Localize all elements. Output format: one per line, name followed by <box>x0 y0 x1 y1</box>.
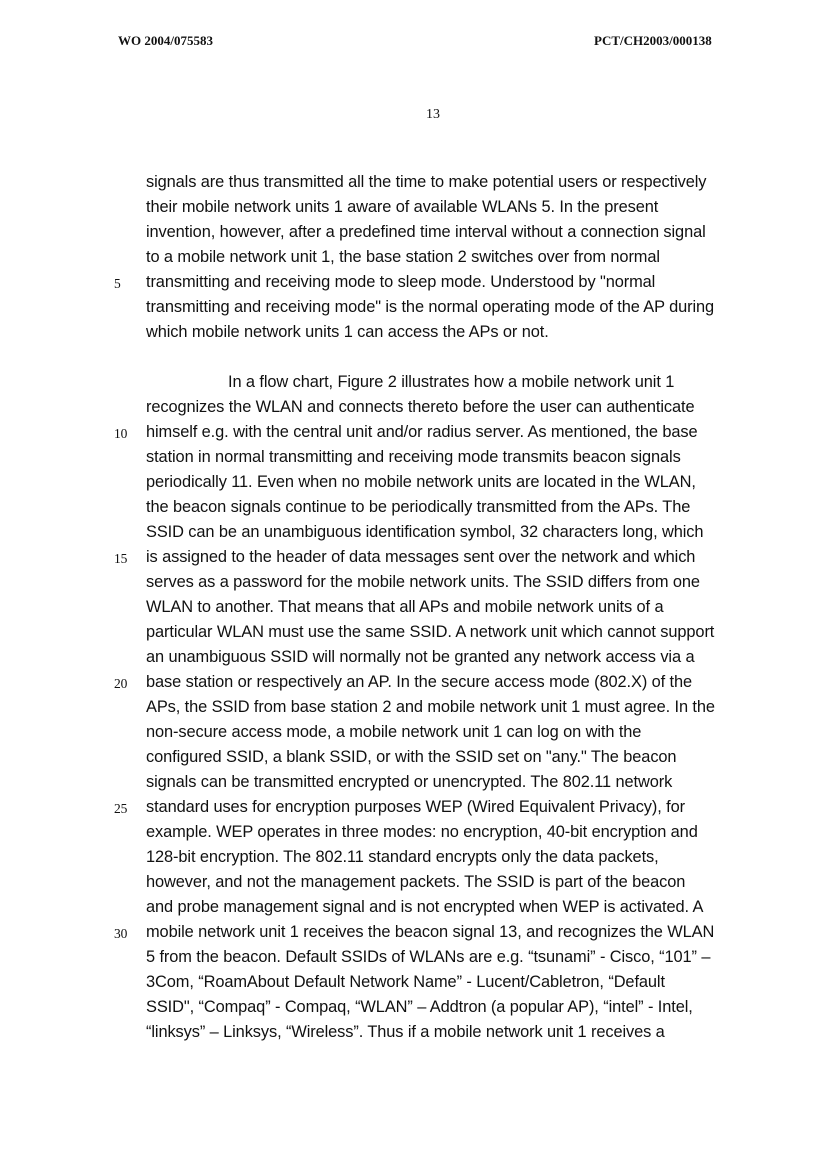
text-line <box>0 395 826 420</box>
line-text: to a mobile network unit 1, the base station 2 switches over from normal <box>146 248 660 266</box>
text-line <box>0 1020 826 1045</box>
text-line <box>0 895 826 920</box>
line-text: non-secure access mode, a mobile network unit 1 can log on with the <box>146 723 642 741</box>
line-text: station in normal transmitting and receiving mode transmits beacon signals <box>146 448 681 466</box>
line-text: recognizes the WLAN and connects thereto before the user can authenticate <box>146 398 695 416</box>
line-text: base station or respectively an AP. In the secure access mode (802.X) of the <box>146 673 693 691</box>
text-line <box>0 320 826 345</box>
text-line <box>0 820 826 845</box>
text-line <box>0 495 826 520</box>
line-text: the beacon signals continue to be periodically transmitted from the APs. The <box>146 498 691 516</box>
line-text: In a flow chart, Figure 2 illustrates how a mobile network unit 1 <box>228 373 675 391</box>
text-line <box>0 645 826 670</box>
line-text: example. WEP operates in three modes: no encryption, 40-bit encryption and <box>146 823 698 841</box>
application-number: PCT/CH2003/000138 <box>594 33 712 48</box>
line-text: mobile network unit 1 receives the beacon signal 13, and recognizes the WLAN <box>146 923 715 941</box>
line-text: however, and not the management packets. The SSID is part of the beacon <box>146 873 686 891</box>
text-line <box>0 845 826 870</box>
line-number: 30 <box>114 926 128 941</box>
line-text: particular WLAN must use the same SSID. A network unit which cannot support <box>146 623 715 641</box>
line-text: standard uses for encryption purposes WEP (Wired Equivalent Privacy), for <box>146 798 685 816</box>
publication-number: WO 2004/075583 <box>118 33 213 48</box>
line-text: SSID can be an unambiguous identification symbol, 32 characters long, which <box>146 523 704 541</box>
text-line <box>0 995 826 1020</box>
line-text: signals can be transmitted encrypted or unencrypted. The 802.11 network <box>146 773 673 791</box>
line-text: which mobile network units 1 can access the APs or not. <box>146 323 549 341</box>
text-line <box>0 520 826 545</box>
text-line <box>0 370 826 395</box>
text-line <box>0 570 826 595</box>
body-text <box>0 170 826 1045</box>
text-line <box>0 620 826 645</box>
text-line <box>0 870 826 895</box>
line-number: 15 <box>114 551 128 566</box>
text-line <box>0 745 826 770</box>
text-line <box>0 445 826 470</box>
line-text: transmitting and receiving mode to sleep mode. Understood by "normal <box>146 273 656 291</box>
text-line <box>0 195 826 220</box>
line-text: invention, however, after a predefined time interval without a connection signal <box>146 223 706 241</box>
text-line <box>0 945 826 970</box>
line-number: 25 <box>114 801 128 816</box>
text-line <box>0 545 826 570</box>
line-text: an unambiguous SSID will normally not be granted any network access via a <box>146 648 695 666</box>
line-text: transmitting and receiving mode" is the normal operating mode of the AP during <box>146 298 715 316</box>
text-line <box>0 295 826 320</box>
text-line <box>0 695 826 720</box>
line-text: their mobile network units 1 aware of available WLANs 5. In the present <box>146 198 659 216</box>
text-line <box>0 920 826 945</box>
text-line <box>0 170 826 195</box>
line-text: and probe management signal and is not encrypted when WEP is activated. A <box>146 898 704 916</box>
line-text: “linksys” – Linksys, “Wireless”. Thus if a mobile network unit 1 receives a <box>146 1023 665 1041</box>
line-text: serves as a password for the mobile network units. The SSID differs from one <box>146 573 700 591</box>
text-line <box>0 670 826 695</box>
line-text: SSID", “Compaq” - Compaq, “WLAN” – Addtron (a popular AP), “intel” - Intel, <box>146 998 693 1016</box>
text-line <box>0 470 826 495</box>
line-number: 20 <box>114 676 128 691</box>
line-text: configured SSID, a blank SSID, or with the SSID set on "any." The beacon <box>146 748 677 766</box>
text-line <box>0 595 826 620</box>
line-text: 3Com, “RoamAbout Default Network Name” - Lucent/Cabletron, “Default <box>146 973 665 991</box>
line-text: periodically 11. Even when no mobile network units are located in the WLAN, <box>146 473 696 491</box>
line-text: himself e.g. with the central unit and/or radius server. As mentioned, the base <box>146 423 698 441</box>
page-number: 13 <box>426 107 440 122</box>
line-number: 5 <box>114 276 121 291</box>
line-text: 128-bit encryption. The 802.11 standard encrypts only the data packets, <box>146 848 659 866</box>
line-text: APs, the SSID from base station 2 and mobile network unit 1 must agree. In the <box>146 698 715 716</box>
line-text: signals are thus transmitted all the time to make potential users or respectively <box>146 173 707 191</box>
text-line <box>0 970 826 995</box>
text-line <box>0 220 826 245</box>
line-text: WLAN to another. That means that all APs and mobile network units of a <box>146 598 664 616</box>
text-line <box>0 245 826 270</box>
text-line <box>0 795 826 820</box>
text-line <box>0 770 826 795</box>
line-text: 5 from the beacon. Default SSIDs of WLANs are e.g. “tsunami” - Cisco, “101” – <box>146 948 711 966</box>
line-number: 10 <box>114 426 128 441</box>
text-line <box>0 270 826 295</box>
line-text: is assigned to the header of data messages sent over the network and which <box>146 548 696 566</box>
text-line <box>0 420 826 445</box>
text-line <box>0 720 826 745</box>
